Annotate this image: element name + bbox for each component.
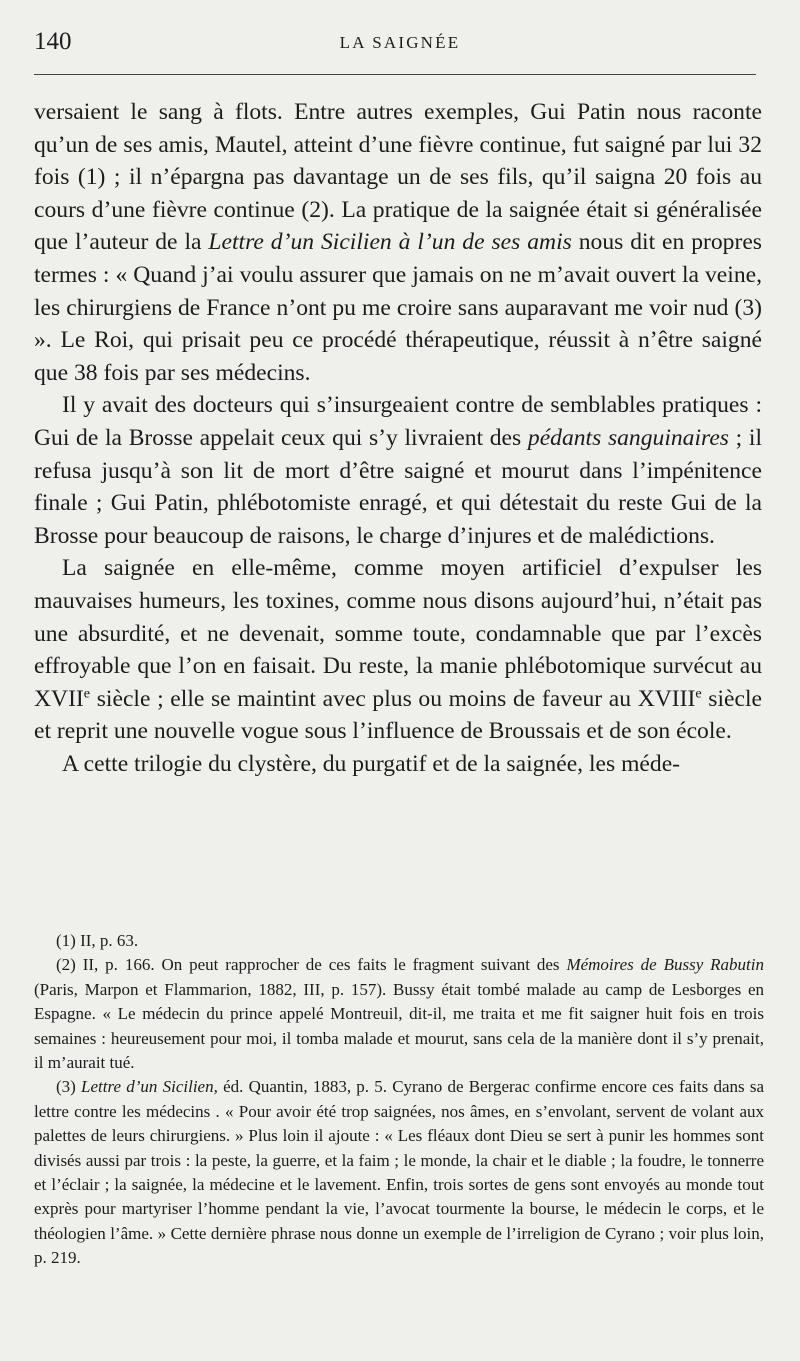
footnote-3-text-a: (3) (56, 1077, 82, 1097)
paragraph-1-text-b: nous dit en propres termes : « Quand j’ai voulu assurer que jamais on ne m’avait ouvert la veine, les chirurgiens de France n’ont pu me croire sans auparavant me voir nud (3) ». Le Roi, qui prisait peu ce procédé thérapeutique, réussit à n’être saigné que 38 fois par ses médecins. (34, 229, 762, 386)
paragraph-3 (34, 552, 762, 748)
footnote-2 (34, 953, 764, 1075)
header-rule (34, 74, 756, 75)
footnote-1: (1) II, p. 63. (56, 931, 139, 950)
footnote-2-text-a: (2) II, p. 166. On peut rapprocher de ces faits le fragment suivant des (56, 955, 567, 975)
paragraph-2-italic: pédants sanguinaires (527, 424, 729, 451)
footnote-3 (34, 1075, 764, 1270)
footnotes (34, 929, 764, 1271)
paragraph-4: A cette trilogie du clystère, du purgatif et de la saignée, les méde- (62, 750, 681, 777)
paragraph-3-sup-1: e (83, 685, 91, 702)
paragraph-1-italic-title: Lettre d’un Sicilien à l’un de ses amis (208, 229, 572, 256)
running-title: LA SAIGNÉE (339, 33, 461, 52)
paragraph-2 (34, 389, 762, 552)
main-text (34, 96, 762, 780)
paragraph-1-text-a: versaient le sang à flots. Entre autres exemples, Gui Patin nous raconte qu’un de ses amis, Mautel, atteint d’une fièvre continue, fut saigné par lui 32 fois (1) ; il n’épargna pas davantage un de ses fils, qu’il saigna 20 fois au cours d’une fièvre continue (2). La pratique de la saignée était si généralisée que l’auteur de la (34, 99, 762, 256)
paragraph-2-text-a: Il y avait des docteurs qui s’insurgeaient contre de semblables pratiques : Gui de la Brosse appelait ceux qui s’y livraient des (34, 392, 762, 451)
paragraph-3-text-c: siècle et reprit une nouvelle vogue sous l’influence de Broussais et de son école. (34, 685, 763, 745)
paragraph-3-text-b: siècle ; elle se maintint avec plus ou moins de faveur au XVIII (90, 685, 696, 712)
paragraph-3-text-a: La saignée en elle-même, comme moyen artificiel d’expulser les mauvaises humeurs, les toxines, comme nous disons aujourd’hui, n’était pas une absurdité, et ne devenait, somme toute, condamnable que par l’excès effroyable que l’on en faisait. Du reste, la manie phlébotomique survécut au XVII (34, 555, 762, 712)
footnote-3-italic: Lettre d’un Sicilien, (81, 1077, 218, 1097)
paragraph-1 (34, 96, 762, 389)
footnote-3-text-b: éd. Quantin, 1883, p. 5. Cyrano de Bergerac confirme encore ces faits dans sa lettre contre les médecins . « Pour avoir été trop saignées, nos âmes, en s’envolant, servent de volant aux palettes de leurs chirurgiens. » Plus loin il ajoute : « Les fléaux dont Dieu se sert à punir les hommes sont divisés aussi par trois : la peste, la guerre, et la faim ; le monde, la chair et le diable ; la foudre, le tonnerre et l’éclair ; la saignée, la médecine et le lavement. Enfin, trois sortes de gens sont envoyés au monde tout exprès pour martyriser l’homme pendant la vie, l’avocat tourmente la bourse, le médecin le corps, et le théologien l’âme. » Cette dernière phrase nous donne un exemple de l’irreligion de Cyrano ; voir plus loin, p. 219. (34, 1077, 765, 1268)
page-number: 140 (34, 28, 72, 55)
paragraph-3-sup-2: e (695, 685, 702, 702)
paragraph-2-text-b: ; il refusa jusqu’à son lit de mort d’être saigné et mourut dans l’impénitence finale ; Gui Patin, phlébotomiste enragé, et qui détestait du reste Gui de la Brosse pour beaucoup de raisons, le charge d’injures et de malédictions. (34, 424, 763, 549)
footnote-2-text-b: (Paris, Marpon et Flammarion, 1882, III, p. 157). Bussy était tombé malade au camp de Lesborges en Espagne. « Le médecin du prince appelé Montreuil, dit-il, me traita et me fit saigner huit fois en trois semaines : heureusement pour moi, il tomba malade et mourut, sans cela de la manière dont il s’y prenait, il m’aurait tué. (34, 979, 764, 1073)
footnote-2-italic: Mémoires de Bussy Rabutin (566, 955, 764, 975)
